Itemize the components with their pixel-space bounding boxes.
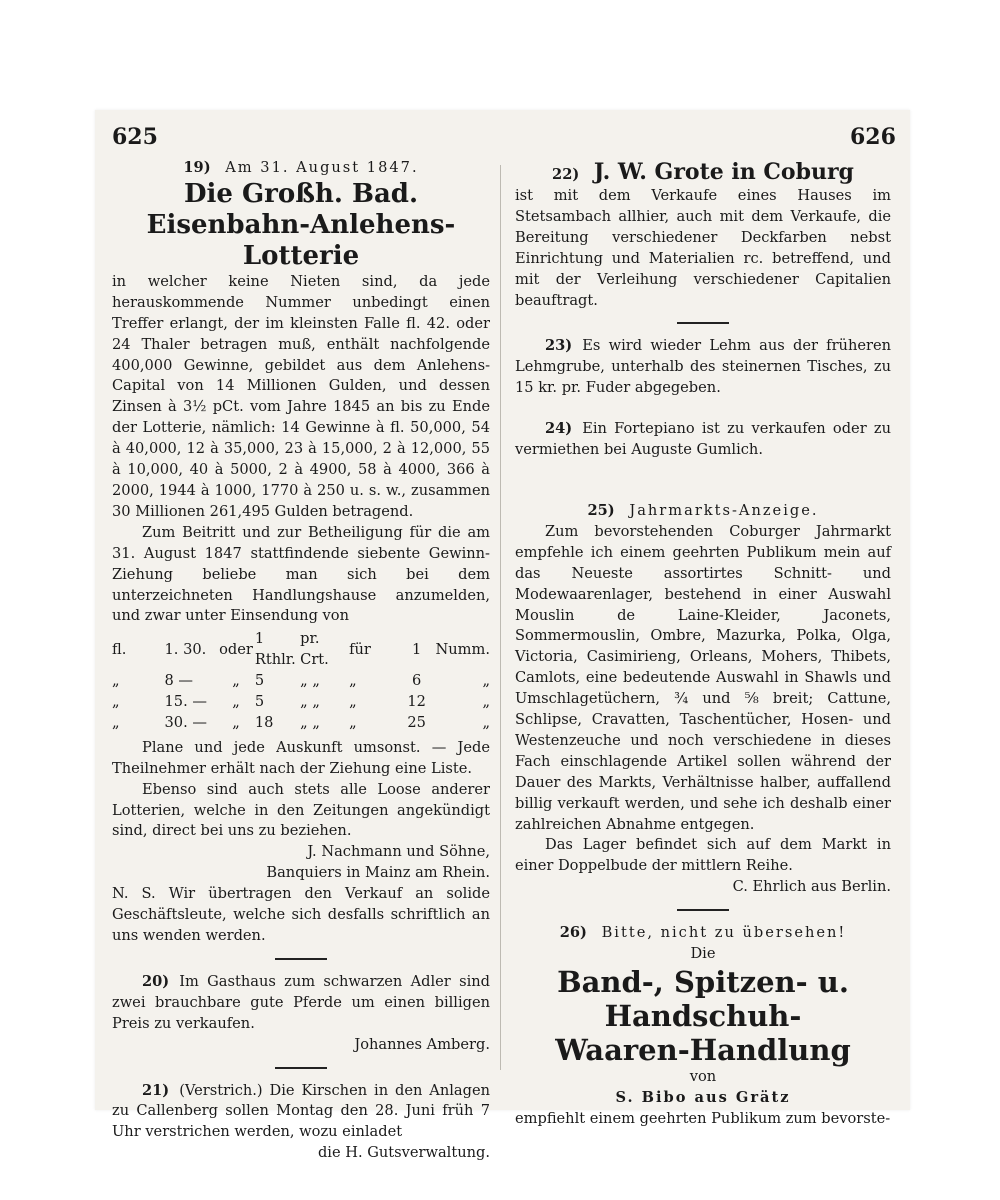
separator-rule <box>275 958 327 960</box>
ad-21 <box>112 1081 490 1165</box>
price-table-cell: 8 — <box>164 672 194 690</box>
signature: C. Ehrlich aus Berlin. <box>732 878 891 896</box>
ad-title-line-1: Band-, Spitzen- u. Handschuh- <box>557 965 849 1033</box>
page-number-left: 625 <box>112 124 158 150</box>
ad-22 <box>515 158 891 311</box>
price-table-cell: für <box>349 640 371 658</box>
ad-20 <box>112 972 490 1056</box>
ad-number: 23) <box>545 337 573 355</box>
price-table-cell: „ <box>349 713 357 731</box>
ad-23 <box>515 336 891 399</box>
ad-number: 26) <box>559 924 587 942</box>
price-table-cell: „ <box>232 693 240 711</box>
separator-rule <box>275 1067 327 1069</box>
ad-number: 20) <box>142 972 170 990</box>
price-table-cell: „ „ <box>300 672 320 690</box>
ad-title: Jahrmarkts-Anzeige. <box>629 501 819 519</box>
price-table-cell: 12 <box>407 693 426 711</box>
ad-body: Ein Fortepiano ist zu verkaufen oder zu vermiethen bei Auguste Gumlich. <box>515 420 891 459</box>
price-table-cell: „ <box>349 672 357 690</box>
price-table-row <box>112 713 490 734</box>
right-column <box>515 158 891 1130</box>
ad-title-line-2: Waaren-Handlung <box>555 1033 851 1067</box>
price-table-cell: „ <box>232 713 240 731</box>
ad-19 <box>112 158 490 947</box>
price-table-cell: „ „ <box>300 713 320 731</box>
price-table-cell: 5 <box>254 672 265 690</box>
price-table-cell: „ <box>482 672 490 690</box>
price-table-cell: 1 Rthlr. <box>254 630 296 669</box>
ad-body-2: Zum Beitritt und zur Betheiligung für die am 31. August 1847 stattfindende siebente Gewinn-Ziehung beliebe man sich bei dem unterzeichneten Handlungshause anzumelden, und zwar unter Einsendung von <box>112 523 490 625</box>
price-table-cell: 1 <box>412 640 422 658</box>
ad-date: Am 31. August 1847. <box>225 159 419 176</box>
separator-rule <box>677 322 729 324</box>
price-table-row <box>112 692 490 713</box>
price-table-cell: 1. 30. <box>164 640 207 658</box>
price-table-cell: 6 <box>412 672 422 690</box>
price-table-cell: „ <box>482 693 490 711</box>
ad-25 <box>515 501 891 898</box>
price-table-cell: 18 <box>254 713 274 731</box>
ad-body: in welcher keine Nieten sind, da jede herauskommende Nummer unbedingt einen Treffer erlangt, der im kleinsten Falle fl. 42. oder 24 Thaler betragen muß, enthält nachfolgende 400,000 Gewinne, gebildet aus dem Anlehens-Capital von 14 Millionen Gulden, und dessen Zinsen à 3½ pCt. vom Jahre 1845 an bis zu Ende der Lotterie, nämlich: 14 Gewinne à fl. 50,000, 54 à 40,000, 12 à 35,000, 23 à 15,000, 2 à 12,000, 55 à 10,000, 40 à 5000, 2 à 4900, 58 à 4000, 366 à 2000, 1944 à 1000, 1770 à 250 u. s. w., zusammen 30 Millionen 261,495 Gulden betragend. <box>112 272 490 520</box>
signature: die H. Gutsverwaltung. <box>317 1144 490 1162</box>
price-table-cell: „ <box>349 693 357 711</box>
ad-body: Im Gasthaus zum schwarzen Adler sind zwei brauchbare gute Pferde um einen billigen Preis zu verkaufen. <box>112 972 490 1032</box>
ad-merchant: S. Bibo aus Grätz <box>615 1088 791 1106</box>
price-table-cell: pr. Crt. <box>300 630 329 669</box>
ad-von: von <box>689 1068 717 1085</box>
ad-title: Die Großh. Bad. Eisenbahn-Anlehens-Lotterie <box>146 178 456 271</box>
left-column <box>112 158 490 1164</box>
price-table-cell: oder <box>219 640 253 658</box>
ad-body-2: Das Lager befindet sich auf dem Markt in einer Doppelbude der mittlern Reihe. <box>515 836 891 875</box>
ad-number: 22) <box>552 166 580 183</box>
ad-title: J. W. Grote in Coburg <box>593 159 854 185</box>
postscript: N. S. Wir übertragen den Verkauf an solide Geschäftsleute, welche sich desfalls schriftlich an uns wenden werden. <box>112 885 490 944</box>
price-table-cell: Numm. <box>435 640 490 658</box>
signature-line-2: Banquiers in Mainz am Rhein. <box>266 864 490 882</box>
ad-body: empfiehlt einem geehrten Publikum zum bevorste- <box>515 1109 891 1127</box>
ad-body: Zum bevorstehenden Coburger Jahrmarkt empfehle ich einem geehrten Publikum mein auf das Neueste assortirtes Schnitt- und Modewaarenlager, bestehend in einer Auswahl Mouslin de Laine-Kleider, Jaconets, Sommermouslin, Ombre, Mazurka, Polka, Olga, Victoria, Casimirieng, Orleans, Mohers, Thibets, Camlots, eine bedeutende Auswahl in Shawls und Umschlagetüchern, ¾ und ⅝ breit; Cattune, Schlipse, Cravatten, Taschentücher, Hosen- und Westenzeuche und noch verschiedene in dieses Fach einschlagende Artikel sollen während der Dauer des Markts, Verhältnisse halber, auffallend billig verkauft werden, und sehe ich deshalb einer zahlreichen Abnahme entgegen. <box>515 522 891 833</box>
price-table-row <box>112 671 490 692</box>
price-table-cell: 25 <box>407 713 426 731</box>
ad-number: 25) <box>587 501 615 519</box>
column-divider <box>500 165 501 1070</box>
price-table-cell: „ <box>112 693 120 711</box>
ad-lead: Bitte, nicht zu übersehen! <box>601 924 847 942</box>
price-table-row <box>112 629 490 671</box>
price-table-cell: 15. — <box>164 693 207 711</box>
price-table <box>112 629 490 734</box>
price-table-cell: „ <box>112 713 120 731</box>
price-table-cell: „ <box>112 672 120 690</box>
price-table-cell: „ <box>482 713 490 731</box>
ad-26 <box>515 923 891 1130</box>
price-table-cell: 30. — <box>164 713 207 731</box>
price-table-cell: 5 <box>254 693 265 711</box>
ad-body-4: Ebenso sind auch stets alle Loose anderer Lotterien, welche in den Zeitungen angekündigt sind, direct bei uns zu beziehen. <box>112 780 490 840</box>
price-table-cell: „ <box>232 672 240 690</box>
ad-24 <box>515 419 891 461</box>
price-table-cell: „ „ <box>300 693 320 711</box>
ad-body-3: Plane und jede Auskunft umsonst. — Jede Theilnehmer erhält nach der Ziehung eine Liste. <box>112 738 490 777</box>
ad-number: 24) <box>545 420 573 438</box>
ad-number: 19) <box>183 159 211 176</box>
ad-die: Die <box>690 945 716 963</box>
separator-rule <box>677 909 729 911</box>
ad-body: (Verstrich.) Die Kirschen in den Anlagen zu Callenberg sollen Montag den 28. Juni früh 7 Uhr verstrichen werden, wozu einladet <box>112 1081 490 1141</box>
page-number-right: 626 <box>850 124 896 150</box>
signature: Johannes Amberg. <box>354 1035 490 1053</box>
ad-number: 21) <box>142 1081 170 1099</box>
signature-line-1: J. Nachmann und Söhne, <box>307 843 490 861</box>
price-table-cell: fl. <box>112 640 127 658</box>
ad-body: Es wird wieder Lehm aus der früheren Lehmgrube, unterhalb des steinernen Tisches, zu 15 kr. pr. Fuder abgegeben. <box>515 337 891 397</box>
ad-body: ist mit dem Verkaufe eines Hauses im Stetsambach allhier, auch mit dem Verkaufe, die Bereitung verschiedener Deckfarben nebst Einrichtung und Materialien rc. betreffend, und mit der Verleihung verschiedener Capitalien beauftragt. <box>515 187 891 309</box>
